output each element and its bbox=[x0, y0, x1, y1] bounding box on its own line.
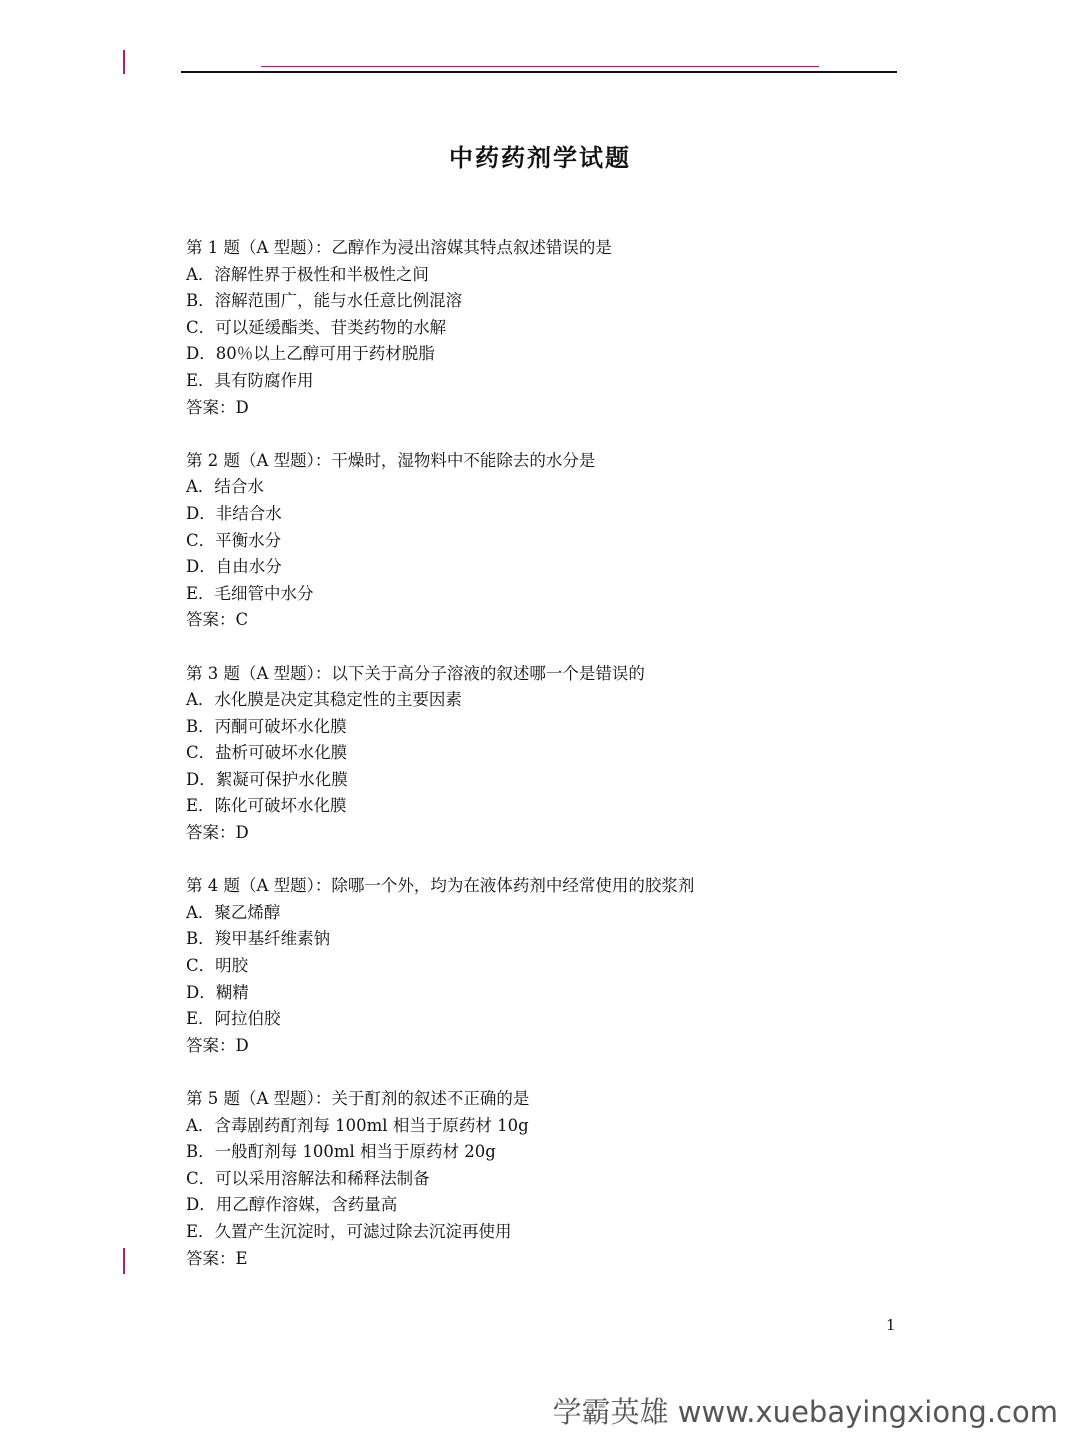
option-a: A．水化膜是决定其稳定性的主要因素 bbox=[186, 690, 462, 710]
option-c: C．平衡水分 bbox=[186, 530, 282, 550]
option-c: C．盐析可破坏水化膜 bbox=[186, 743, 348, 763]
option-a: A．聚乙烯醇 bbox=[186, 902, 281, 922]
crop-mark-top bbox=[123, 50, 125, 74]
question-2 bbox=[186, 448, 906, 634]
answer: 答案：D bbox=[186, 823, 249, 843]
question-1 bbox=[186, 235, 906, 421]
header-rule bbox=[181, 71, 897, 73]
header-accent-rule bbox=[261, 66, 819, 67]
answer: 答案：D bbox=[186, 397, 249, 417]
option-c: C．明胶 bbox=[186, 956, 249, 976]
question-3 bbox=[186, 661, 906, 847]
option-b: B．溶解范围广，能与水任意比例混溶 bbox=[186, 291, 463, 311]
option-b: B．羧甲基纤维素钠 bbox=[186, 929, 331, 949]
question-4 bbox=[186, 873, 906, 1059]
question-stem: 第 3 题（A 型题）：以下关于高分子溶液的叙述哪一个是错误的 bbox=[186, 663, 645, 683]
option-d: D．自由水分 bbox=[186, 557, 282, 577]
option-c: C．可以延缓酯类、苷类药物的水解 bbox=[186, 317, 447, 337]
watermark: 学霸英雄 www.xuebayingxiong.com bbox=[552, 1395, 1058, 1429]
option-b: D．非结合水 bbox=[186, 503, 282, 523]
answer: 答案：E bbox=[186, 1248, 248, 1268]
option-d: D．80％以上乙醇可用于药材脱脂 bbox=[186, 344, 435, 364]
question-stem: 第 4 题（A 型题）：除哪一个外，均为在液体药剂中经常使用的胶浆剂 bbox=[186, 876, 695, 896]
option-b: B．丙酮可破坏水化膜 bbox=[186, 716, 347, 736]
option-d: D．用乙醇作溶媒，含药量高 bbox=[186, 1195, 398, 1215]
option-a: A．溶解性界于极性和半极性之间 bbox=[186, 264, 429, 284]
answer: 答案：D bbox=[186, 1035, 249, 1055]
option-e: E．阿拉伯胶 bbox=[186, 1009, 281, 1029]
question-stem: 第 5 题（A 型题）：关于酊剂的叙述不正确的是 bbox=[186, 1089, 530, 1108]
page-number: 1 bbox=[886, 1316, 896, 1334]
option-e: E．具有防腐作用 bbox=[186, 370, 314, 390]
option-d: D．絮凝可保护水化膜 bbox=[186, 769, 348, 789]
question-list bbox=[186, 235, 906, 1299]
option-e: E．久置产生沉淀时，可滤过除去沉淀再使用 bbox=[186, 1221, 512, 1241]
answer: 答案：C bbox=[186, 610, 249, 630]
option-a: A．含毒剧药酊剂每 100ml 相当于原药材 10g bbox=[186, 1115, 529, 1135]
option-c: C．可以采用溶解法和稀释法制备 bbox=[186, 1168, 430, 1188]
option-e: E．陈化可破坏水化膜 bbox=[186, 796, 347, 816]
crop-mark-bottom bbox=[123, 1248, 125, 1274]
page-title: 中药药剂学试题 bbox=[449, 144, 631, 172]
option-b: B．一般酊剂每 100ml 相当于原药材 20g bbox=[186, 1142, 496, 1162]
question-stem: 第 2 题（A 型题）：干燥时，湿物料中不能除去的水分是 bbox=[186, 450, 596, 470]
question-stem: 第 1 题（A 型题）：乙醇作为浸出溶媒其特点叙述错误的是 bbox=[186, 238, 612, 257]
question-5 bbox=[186, 1086, 906, 1272]
option-a: A．结合水 bbox=[186, 477, 264, 497]
option-e: E．毛细管中水分 bbox=[186, 583, 314, 603]
option-d: D．糊精 bbox=[186, 982, 249, 1002]
